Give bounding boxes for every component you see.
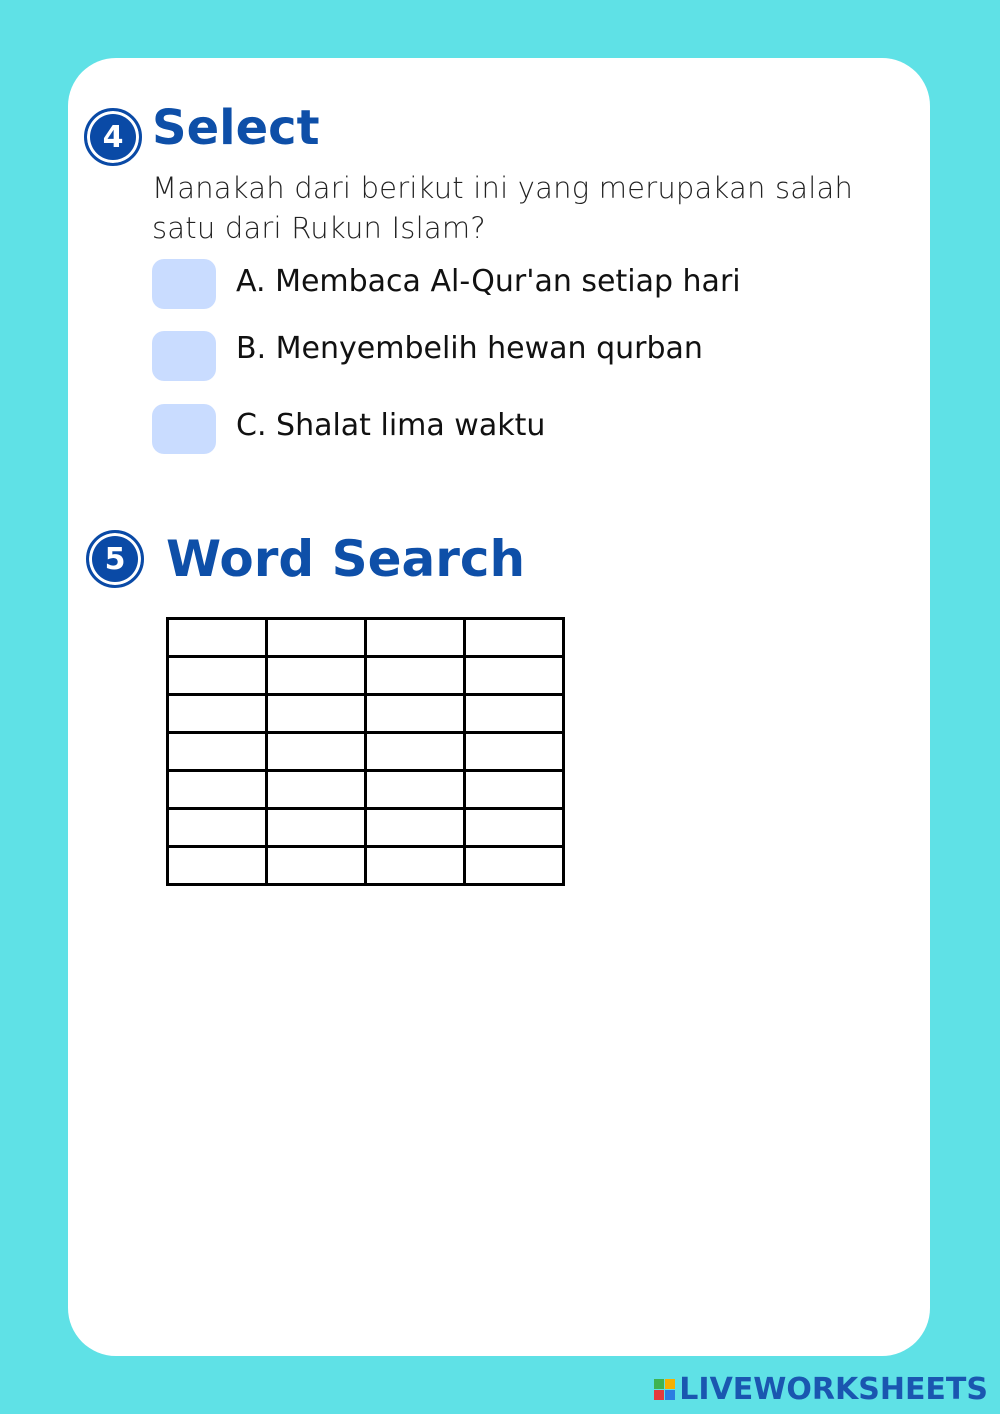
footer-brand (654, 1372, 988, 1407)
option-a-checkbox[interactable] (152, 259, 216, 309)
option-c-checkbox[interactable] (152, 404, 216, 454)
grid-cell[interactable] (465, 657, 564, 695)
grid-cell[interactable] (267, 847, 366, 885)
section-4-number-badge (84, 108, 142, 166)
grid-cell[interactable] (366, 695, 465, 733)
section-5-title: Word Search (166, 530, 526, 588)
grid-cell[interactable] (366, 733, 465, 771)
question-text: Manakah dari berikut ini yang merupakan salah satu dari Rukun Islam? (152, 171, 854, 245)
grid-cell[interactable] (267, 809, 366, 847)
logo-square (665, 1390, 675, 1400)
grid-cell[interactable] (465, 619, 564, 657)
grid-cell[interactable] (267, 619, 366, 657)
grid-row (168, 619, 564, 657)
grid-cell[interactable] (267, 733, 366, 771)
grid-cell[interactable] (168, 657, 267, 695)
word-search-grid (166, 617, 565, 886)
section-4-title: Select (152, 100, 320, 156)
grid-cell[interactable] (465, 733, 564, 771)
section-5-number: 5 (104, 541, 126, 577)
grid-cell[interactable] (267, 771, 366, 809)
grid-cell[interactable] (168, 847, 267, 885)
grid-cell[interactable] (267, 695, 366, 733)
grid-cell[interactable] (168, 771, 267, 809)
grid-cell[interactable] (465, 847, 564, 885)
liveworksheets-logo-icon (654, 1379, 675, 1400)
option-a-label: A. Membaca Al-Qur'an setiap hari (236, 264, 741, 299)
option-c-label: C. Shalat lima waktu (236, 408, 546, 443)
grid-cell[interactable] (366, 809, 465, 847)
grid-cell[interactable] (168, 619, 267, 657)
grid-row (168, 695, 564, 733)
grid-cell[interactable] (168, 695, 267, 733)
grid-cell[interactable] (465, 771, 564, 809)
grid-cell[interactable] (366, 847, 465, 885)
grid-row (168, 847, 564, 885)
section-4-number: 4 (102, 119, 124, 155)
grid-row (168, 771, 564, 809)
grid-cell[interactable] (366, 619, 465, 657)
grid-row (168, 809, 564, 847)
grid-cell[interactable] (465, 695, 564, 733)
grid-cell[interactable] (168, 733, 267, 771)
grid-cell[interactable] (168, 809, 267, 847)
grid-cell[interactable] (465, 809, 564, 847)
logo-square (654, 1379, 664, 1389)
logo-square (654, 1390, 664, 1400)
grid-cell[interactable] (366, 771, 465, 809)
section-5-number-badge (86, 530, 144, 588)
logo-square (665, 1379, 675, 1389)
option-b-checkbox[interactable] (152, 331, 216, 381)
option-b-label: B. Menyembelih hewan qurban (236, 331, 703, 366)
grid-row (168, 733, 564, 771)
brand-name: LIVEWORKSHEETS (679, 1372, 988, 1407)
grid-cell[interactable] (267, 657, 366, 695)
grid-row (168, 657, 564, 695)
grid-cell[interactable] (366, 657, 465, 695)
